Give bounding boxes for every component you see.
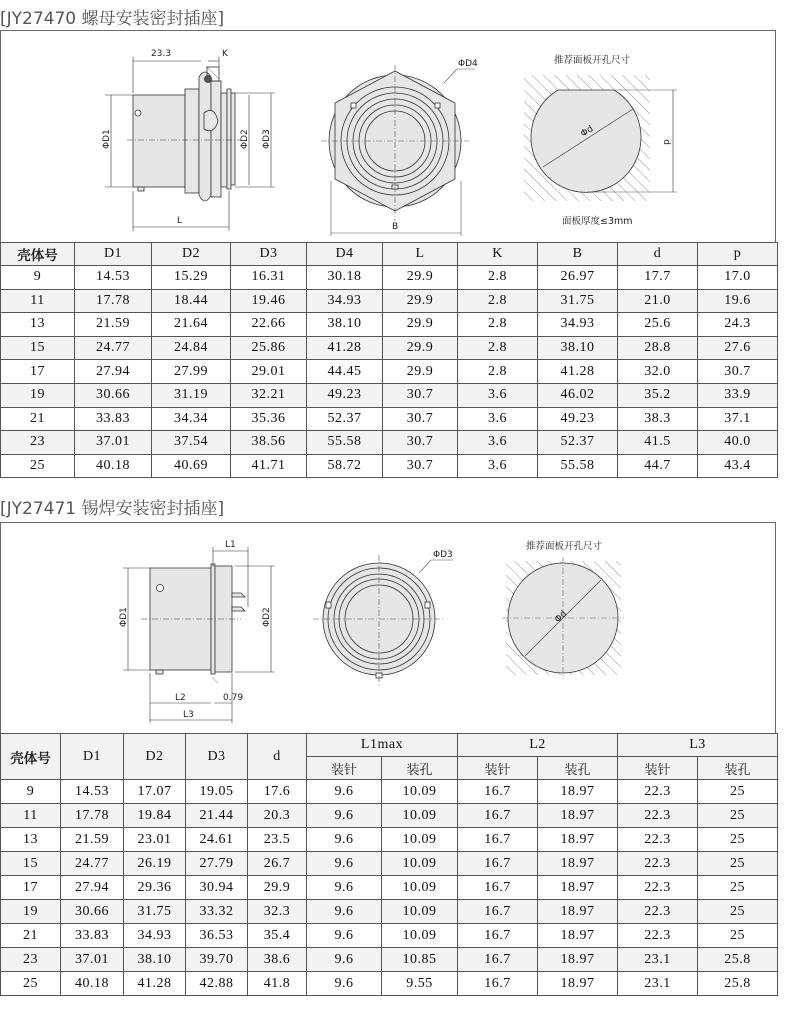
table-cell: 33.83 <box>61 924 124 948</box>
table-cell: 25 <box>698 900 778 924</box>
table-cell: 25.8 <box>698 948 778 972</box>
table-cell: 16.7 <box>458 924 538 948</box>
table-row <box>1 383 778 407</box>
table-cell: 18.97 <box>538 876 618 900</box>
table-cell: 25 <box>698 924 778 948</box>
dim-label-l3: L3 <box>183 710 194 720</box>
subheader-socket: 装孔 <box>538 757 618 780</box>
table-cell: 16.7 <box>458 852 538 876</box>
table-cell: 9.6 <box>307 852 382 876</box>
table-row <box>1 804 778 828</box>
shell-size-cell: 15 <box>1 852 61 876</box>
section1-drawing-svg <box>1 31 777 243</box>
dim-label-b: B <box>392 222 399 232</box>
table-cell: 38.56 <box>231 431 307 455</box>
col-header-k: K <box>458 243 538 266</box>
table-cell: 24.61 <box>186 828 248 852</box>
shell-size-cell: 9 <box>1 266 75 290</box>
table-row <box>1 313 778 337</box>
col-header-d: d <box>618 243 698 266</box>
section2-title: [JY27471 锡焊安装密封插座] <box>0 499 225 519</box>
table-cell: 19.6 <box>698 289 778 313</box>
table-row <box>1 876 778 900</box>
table-cell: 17.78 <box>61 804 124 828</box>
table-cell: 49.23 <box>307 383 383 407</box>
shell-size-cell: 19 <box>1 383 75 407</box>
table-cell: 25 <box>698 876 778 900</box>
table-cell: 17.78 <box>75 289 152 313</box>
table-cell: 55.58 <box>307 431 383 455</box>
table-cell: 41.28 <box>124 972 186 996</box>
table-cell: 25 <box>698 780 778 804</box>
section2-spec-table <box>0 733 778 996</box>
table-cell: 23.5 <box>248 828 307 852</box>
table-cell: 32.3 <box>248 900 307 924</box>
table-cell: 17.0 <box>698 266 778 290</box>
table-cell: 16.31 <box>231 266 307 290</box>
table-cell: 29.9 <box>383 266 458 290</box>
table-cell: 30.7 <box>383 454 458 478</box>
shell-size-cell: 19 <box>1 900 61 924</box>
side-view-solder-mount <box>150 564 245 688</box>
table-cell: 35.36 <box>231 407 307 431</box>
table-cell: 49.23 <box>538 407 618 431</box>
table-cell: 2.8 <box>458 313 538 337</box>
table-row <box>1 780 778 804</box>
subheader-socket: 装孔 <box>698 757 778 780</box>
side-view-nut-mount <box>133 67 235 201</box>
table-cell: 38.10 <box>307 313 383 337</box>
table-cell: 30.94 <box>186 876 248 900</box>
table-cell: 29.9 <box>383 360 458 384</box>
table-cell: 58.72 <box>307 454 383 478</box>
section1-title: [JY27470 螺母安装密封插座] <box>0 9 225 29</box>
shell-size-cell: 9 <box>1 780 61 804</box>
table-cell: 42.88 <box>186 972 248 996</box>
table-cell: 35.2 <box>618 383 698 407</box>
table-cell: 3.6 <box>458 383 538 407</box>
table-cell: 9.6 <box>307 780 382 804</box>
dim-label-d4: ΦD4 <box>458 59 478 69</box>
table-cell: 9.55 <box>382 972 458 996</box>
table-cell: 29.36 <box>124 876 186 900</box>
shell-size-cell: 21 <box>1 407 75 431</box>
shell-size-cell: 13 <box>1 828 61 852</box>
col-header-d3: D3 <box>186 734 248 780</box>
col-header-b: B <box>538 243 618 266</box>
table-cell: 16.7 <box>458 900 538 924</box>
table-cell: 22.3 <box>618 852 698 876</box>
table-cell: 22.3 <box>618 900 698 924</box>
table-cell: 29.01 <box>231 360 307 384</box>
table-cell: 18.97 <box>538 780 618 804</box>
dim-label-d1: ΦD1 <box>102 129 112 149</box>
table-cell: 24.84 <box>152 336 231 360</box>
table-cell: 9.6 <box>307 972 382 996</box>
table-cell: 37.1 <box>698 407 778 431</box>
col-header-l2: L2 <box>458 734 618 757</box>
table-cell: 3.6 <box>458 407 538 431</box>
table-cell: 23.01 <box>124 828 186 852</box>
table-cell: 18.97 <box>538 972 618 996</box>
dim-label-p: p <box>662 139 672 145</box>
col-header-d1: D1 <box>75 243 152 266</box>
col-header-l3: L3 <box>618 734 778 757</box>
shell-size-cell: 23 <box>1 948 61 972</box>
dim-label-23-3: 23.3 <box>151 49 172 59</box>
table-cell: 18.97 <box>538 900 618 924</box>
table-cell: 26.97 <box>538 266 618 290</box>
col-header-d2: D2 <box>124 734 186 780</box>
table-cell: 38.10 <box>538 336 618 360</box>
table-cell: 17.7 <box>618 266 698 290</box>
dim-label-d2: ΦD2 <box>262 607 272 627</box>
table-cell: 15.29 <box>152 266 231 290</box>
dim-label-d1: ΦD1 <box>119 607 129 627</box>
section2-drawing-svg <box>1 523 777 734</box>
table-cell: 30.66 <box>75 383 152 407</box>
table-cell: 9.6 <box>307 948 382 972</box>
col-header-d: d <box>248 734 307 780</box>
table-cell: 26.19 <box>124 852 186 876</box>
table-row <box>1 900 778 924</box>
table-cell: 27.99 <box>152 360 231 384</box>
table-row <box>1 972 778 996</box>
table-cell: 36.53 <box>186 924 248 948</box>
table-cell: 27.79 <box>186 852 248 876</box>
dim-label-d-cutout: Φd <box>579 124 596 140</box>
table-cell: 43.4 <box>698 454 778 478</box>
table-cell: 25 <box>698 804 778 828</box>
table-cell: 44.45 <box>307 360 383 384</box>
shell-size-cell: 11 <box>1 289 75 313</box>
table-cell: 29.9 <box>383 336 458 360</box>
col-header-l1max: L1max <box>307 734 458 757</box>
table-cell: 21.0 <box>618 289 698 313</box>
table-cell: 40.18 <box>75 454 152 478</box>
col-header-d3: D3 <box>231 243 307 266</box>
table-cell: 16.7 <box>458 972 538 996</box>
table-cell: 31.19 <box>152 383 231 407</box>
table-cell: 25.6 <box>618 313 698 337</box>
table-cell: 30.7 <box>698 360 778 384</box>
cutout-title: 推荐面板开孔尺寸 <box>554 55 631 66</box>
table-cell: 28.8 <box>618 336 698 360</box>
table-cell: 2.8 <box>458 266 538 290</box>
table-cell: 29.9 <box>248 876 307 900</box>
table-cell: 21.64 <box>152 313 231 337</box>
table-cell: 29.9 <box>383 289 458 313</box>
col-header-d1: D1 <box>61 734 124 780</box>
table-cell: 25 <box>698 852 778 876</box>
table-cell: 33.9 <box>698 383 778 407</box>
shell-size-cell: 25 <box>1 454 75 478</box>
table-cell: 19.84 <box>124 804 186 828</box>
table-cell: 41.28 <box>538 360 618 384</box>
table-row <box>1 431 778 455</box>
table-cell: 19.05 <box>186 780 248 804</box>
section1-drawing <box>0 30 776 242</box>
table-cell: 2.8 <box>458 360 538 384</box>
table-cell: 30.66 <box>61 900 124 924</box>
panel-thickness-note: 面板厚度≤3mm <box>562 216 633 227</box>
table-cell: 10.09 <box>382 876 458 900</box>
table-cell: 24.77 <box>75 336 152 360</box>
table-cell: 2.8 <box>458 336 538 360</box>
dim-label-079: 0.79 <box>223 693 244 703</box>
shell-size-cell: 17 <box>1 360 75 384</box>
dim-label-k: K <box>222 49 228 59</box>
cutout-title: 推荐面板开孔尺寸 <box>526 541 603 552</box>
table-cell: 18.97 <box>538 828 618 852</box>
table-cell: 34.93 <box>307 289 383 313</box>
table-cell: 27.94 <box>61 876 124 900</box>
table-cell: 25 <box>698 828 778 852</box>
table-cell: 40.0 <box>698 431 778 455</box>
table-cell: 10.09 <box>382 804 458 828</box>
table-cell: 10.09 <box>382 924 458 948</box>
dim-label-d3: ΦD3 <box>262 129 272 149</box>
table-cell: 22.3 <box>618 828 698 852</box>
table-cell: 35.4 <box>248 924 307 948</box>
table-cell: 9.6 <box>307 900 382 924</box>
table-cell: 37.01 <box>75 431 152 455</box>
table-cell: 27.6 <box>698 336 778 360</box>
table-cell: 30.7 <box>383 407 458 431</box>
table-row <box>1 924 778 948</box>
subheader-pin: 装针 <box>307 757 382 780</box>
table-cell: 32.0 <box>618 360 698 384</box>
table-cell: 9.6 <box>307 828 382 852</box>
table-cell: 23.1 <box>618 972 698 996</box>
table-cell: 18.97 <box>538 804 618 828</box>
table-cell: 18.97 <box>538 852 618 876</box>
table-cell: 40.69 <box>152 454 231 478</box>
table-cell: 34.34 <box>152 407 231 431</box>
col-header-d4: D4 <box>307 243 383 266</box>
table-cell: 31.75 <box>124 900 186 924</box>
table-cell: 22.3 <box>618 780 698 804</box>
shell-size-cell: 23 <box>1 431 75 455</box>
subheader-pin: 装针 <box>458 757 538 780</box>
table-row <box>1 360 778 384</box>
table-cell: 37.54 <box>152 431 231 455</box>
section1-spec-table <box>0 242 778 478</box>
dim-label-l1: L1 <box>225 540 236 550</box>
panel-cutout-flat <box>524 75 677 201</box>
table-cell: 30.18 <box>307 266 383 290</box>
table-cell: 30.7 <box>383 431 458 455</box>
table-cell: 24.77 <box>61 852 124 876</box>
table-cell: 41.8 <box>248 972 307 996</box>
table-cell: 17.07 <box>124 780 186 804</box>
table-cell: 32.21 <box>231 383 307 407</box>
table-cell: 24.3 <box>698 313 778 337</box>
table-cell: 30.7 <box>383 383 458 407</box>
table-cell: 16.7 <box>458 876 538 900</box>
table-cell: 21.44 <box>186 804 248 828</box>
col-header-l: L <box>383 243 458 266</box>
table-cell: 31.75 <box>538 289 618 313</box>
table-cell: 39.70 <box>186 948 248 972</box>
table-cell: 16.7 <box>458 804 538 828</box>
table-cell: 38.3 <box>618 407 698 431</box>
table-cell: 20.3 <box>248 804 307 828</box>
dim-label-l: L <box>177 216 183 226</box>
col-header-d2: D2 <box>152 243 231 266</box>
col-header-p: p <box>698 243 778 266</box>
table-cell: 52.37 <box>538 431 618 455</box>
table-cell: 25.8 <box>698 972 778 996</box>
table-row <box>1 407 778 431</box>
table-cell: 40.18 <box>61 972 124 996</box>
table-cell: 52.37 <box>307 407 383 431</box>
table-cell: 14.53 <box>75 266 152 290</box>
table-cell: 17.6 <box>248 780 307 804</box>
table-cell: 34.93 <box>124 924 186 948</box>
table-cell: 10.85 <box>382 948 458 972</box>
table-cell: 33.83 <box>75 407 152 431</box>
table-cell: 38.6 <box>248 948 307 972</box>
table-cell: 18.97 <box>538 924 618 948</box>
table-cell: 10.09 <box>382 852 458 876</box>
table-cell: 14.53 <box>61 780 124 804</box>
table-cell: 9.6 <box>307 924 382 948</box>
subheader-pin: 装针 <box>618 757 698 780</box>
shell-size-cell: 11 <box>1 804 61 828</box>
table-cell: 34.93 <box>538 313 618 337</box>
section2-drawing <box>0 522 776 733</box>
table-cell: 29.9 <box>383 313 458 337</box>
dim-label-d3: ΦD3 <box>433 550 453 560</box>
table-row <box>1 852 778 876</box>
shell-size-cell: 15 <box>1 336 75 360</box>
table-cell: 22.3 <box>618 804 698 828</box>
table-cell: 46.02 <box>538 383 618 407</box>
table-cell: 16.7 <box>458 948 538 972</box>
table-cell: 55.58 <box>538 454 618 478</box>
table-cell: 9.6 <box>307 876 382 900</box>
table-cell: 10.09 <box>382 828 458 852</box>
table-cell: 27.94 <box>75 360 152 384</box>
table-row <box>1 336 778 360</box>
table-cell: 3.6 <box>458 454 538 478</box>
table-row <box>1 289 778 313</box>
table-cell: 10.09 <box>382 900 458 924</box>
dim-label-d2: ΦD2 <box>240 129 250 149</box>
table-cell: 21.59 <box>61 828 124 852</box>
table-cell: 16.7 <box>458 828 538 852</box>
dim-label-d-cutout: Φd <box>553 609 570 626</box>
table-row <box>1 948 778 972</box>
shell-size-cell: 21 <box>1 924 61 948</box>
dim-label-l2: L2 <box>175 693 186 703</box>
table-header-row-top <box>1 734 778 757</box>
table-cell: 41.71 <box>231 454 307 478</box>
table-cell: 2.8 <box>458 289 538 313</box>
table-cell: 38.10 <box>124 948 186 972</box>
table-cell: 18.97 <box>538 948 618 972</box>
table-cell: 25.86 <box>231 336 307 360</box>
table-cell: 23.1 <box>618 948 698 972</box>
table-row <box>1 266 778 290</box>
table-cell: 19.46 <box>231 289 307 313</box>
table-row <box>1 828 778 852</box>
table-row <box>1 454 778 478</box>
shell-size-cell: 17 <box>1 876 61 900</box>
table-cell: 16.7 <box>458 780 538 804</box>
table-cell: 37.01 <box>61 948 124 972</box>
table-cell: 33.32 <box>186 900 248 924</box>
table-cell: 22.3 <box>618 876 698 900</box>
table-cell: 9.6 <box>307 804 382 828</box>
table-cell: 41.5 <box>618 431 698 455</box>
table-cell: 22.66 <box>231 313 307 337</box>
subheader-socket: 装孔 <box>382 757 458 780</box>
table-cell: 10.09 <box>382 780 458 804</box>
table-cell: 18.44 <box>152 289 231 313</box>
table-header-row <box>1 243 778 266</box>
table-cell: 21.59 <box>75 313 152 337</box>
col-header-shell-size: 壳体号 <box>1 734 61 780</box>
table-cell: 26.7 <box>248 852 307 876</box>
shell-size-cell: 13 <box>1 313 75 337</box>
shell-size-cell: 25 <box>1 972 61 996</box>
table-cell: 41.28 <box>307 336 383 360</box>
table-cell: 44.7 <box>618 454 698 478</box>
table-cell: 3.6 <box>458 431 538 455</box>
table-cell: 22.3 <box>618 924 698 948</box>
col-header-shell-size: 壳体号 <box>1 243 75 266</box>
